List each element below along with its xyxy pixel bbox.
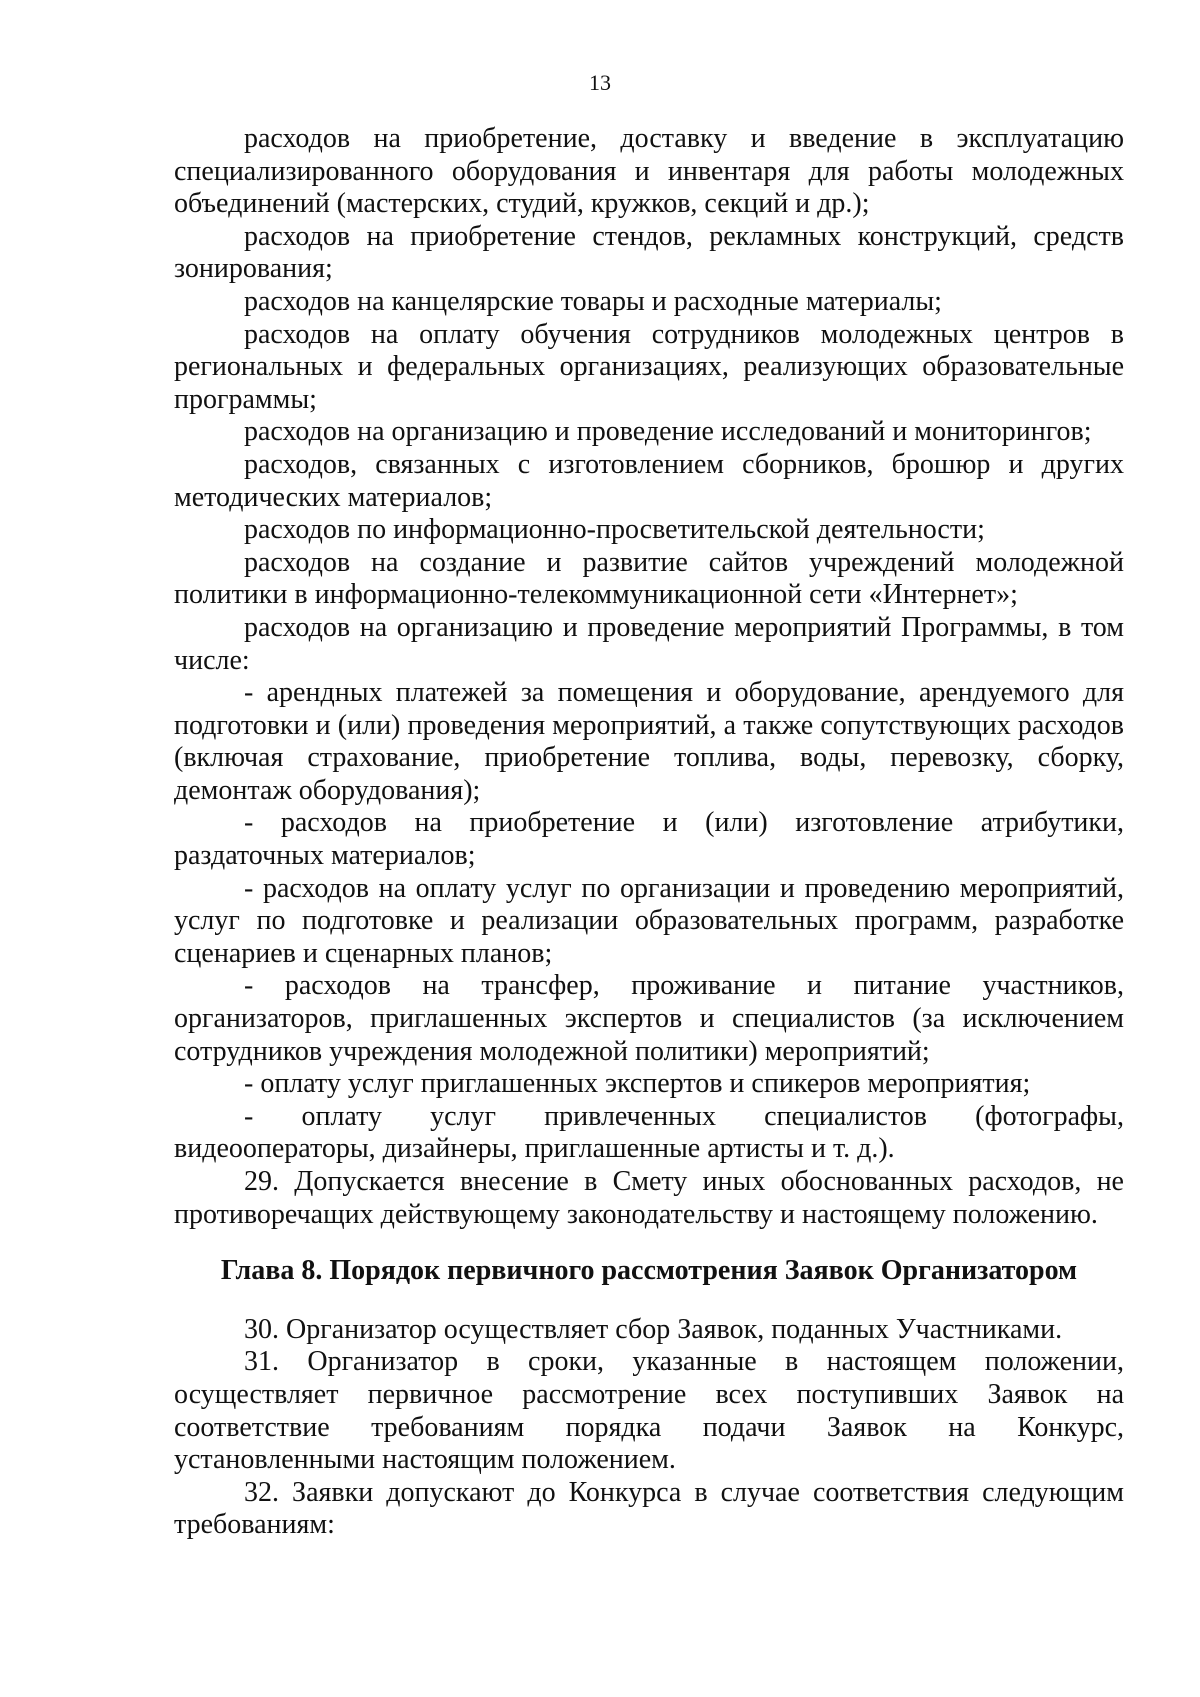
paragraph: расходов, связанных с изготовлением сборников, брошюр и других методических материалов;	[174, 448, 1124, 513]
paragraph: расходов по информационно-просветительской деятельности;	[244, 514, 985, 546]
page-number: 13	[589, 70, 611, 95]
document-body	[174, 123, 1124, 1542]
numbered-clause: 29. Допускается внесение в Смету иных обоснованных расходов, не противоречащих действующему законодательству и настоящему положению.	[174, 1166, 1124, 1230]
list-item: - расходов на оплату услуг по организации и проведению мероприятий, услуг по подготовке и реализации образовательных программ, разработке сценариев и сценарных планов;	[174, 872, 1124, 969]
list-item: - арендных платежей за помещения и оборудование, арендуемого для подготовки и (или) проведения мероприятий, а также сопутствующих расходов (включая страхование, приобретение топлива, воды, перевозку, сборку, демонтаж оборудования);	[174, 677, 1124, 806]
list-item: - оплату услуг привлеченных специалистов (фотографы, видеооператоры, дизайнеры, приглашенные артисты и т. д.).	[174, 1100, 1124, 1165]
numbered-clause: 30. Организатор осуществляет сбор Заявок, поданных Участниками.	[244, 1313, 1063, 1345]
paragraph: расходов на создание и развитие сайтов учреждений молодежной политики в информационно-телекоммуникационной сети «Интернет»;	[174, 546, 1124, 611]
paragraph: расходов на оплату обучения сотрудников молодежных центров в региональных и федеральных организациях, реализующих образовательные программы;	[174, 318, 1124, 415]
list-item: - оплату услуг приглашенных экспертов и спикеров мероприятия;	[244, 1068, 1031, 1100]
chapter-heading: Глава 8. Порядок первичного рассмотрения Заявок Организатором	[220, 1255, 1078, 1287]
numbered-clause: 31. Организатор в сроки, указанные в настоящем положении, осуществляет первичное рассмотрение всех поступивших Заявок на соответствие требованиям порядка подачи Заявок на Конкурс, установленными настоящим положением.	[174, 1346, 1124, 1476]
paragraph: расходов на приобретение стендов, рекламных конструкций, средств зонирования;	[174, 220, 1124, 285]
paragraph: расходов на приобретение, доставку и введение в эксплуатацию специализированного оборудования и инвентаря для работы молодежных объединений (мастерских, студий, кружков, секций и др.);	[174, 123, 1124, 220]
paragraph: расходов на организацию и проведение мероприятий Программы, в том числе:	[174, 611, 1124, 676]
numbered-clause: 32. Заявки допускают до Конкурса в случае соответствия следующим требованиям:	[174, 1476, 1124, 1541]
paragraph: расходов на организацию и проведение исследований и мониторингов;	[244, 416, 1092, 448]
list-item: - расходов на трансфер, проживание и питание участников, организаторов, приглашенных экспертов и специалистов (за исключением сотрудников учреждения молодежной политики) мероприятий;	[174, 970, 1124, 1067]
list-item: - расходов на приобретение и (или) изготовление атрибутики, раздаточных материалов;	[174, 807, 1124, 872]
paragraph: расходов на канцелярские товары и расходные материалы;	[244, 285, 942, 317]
